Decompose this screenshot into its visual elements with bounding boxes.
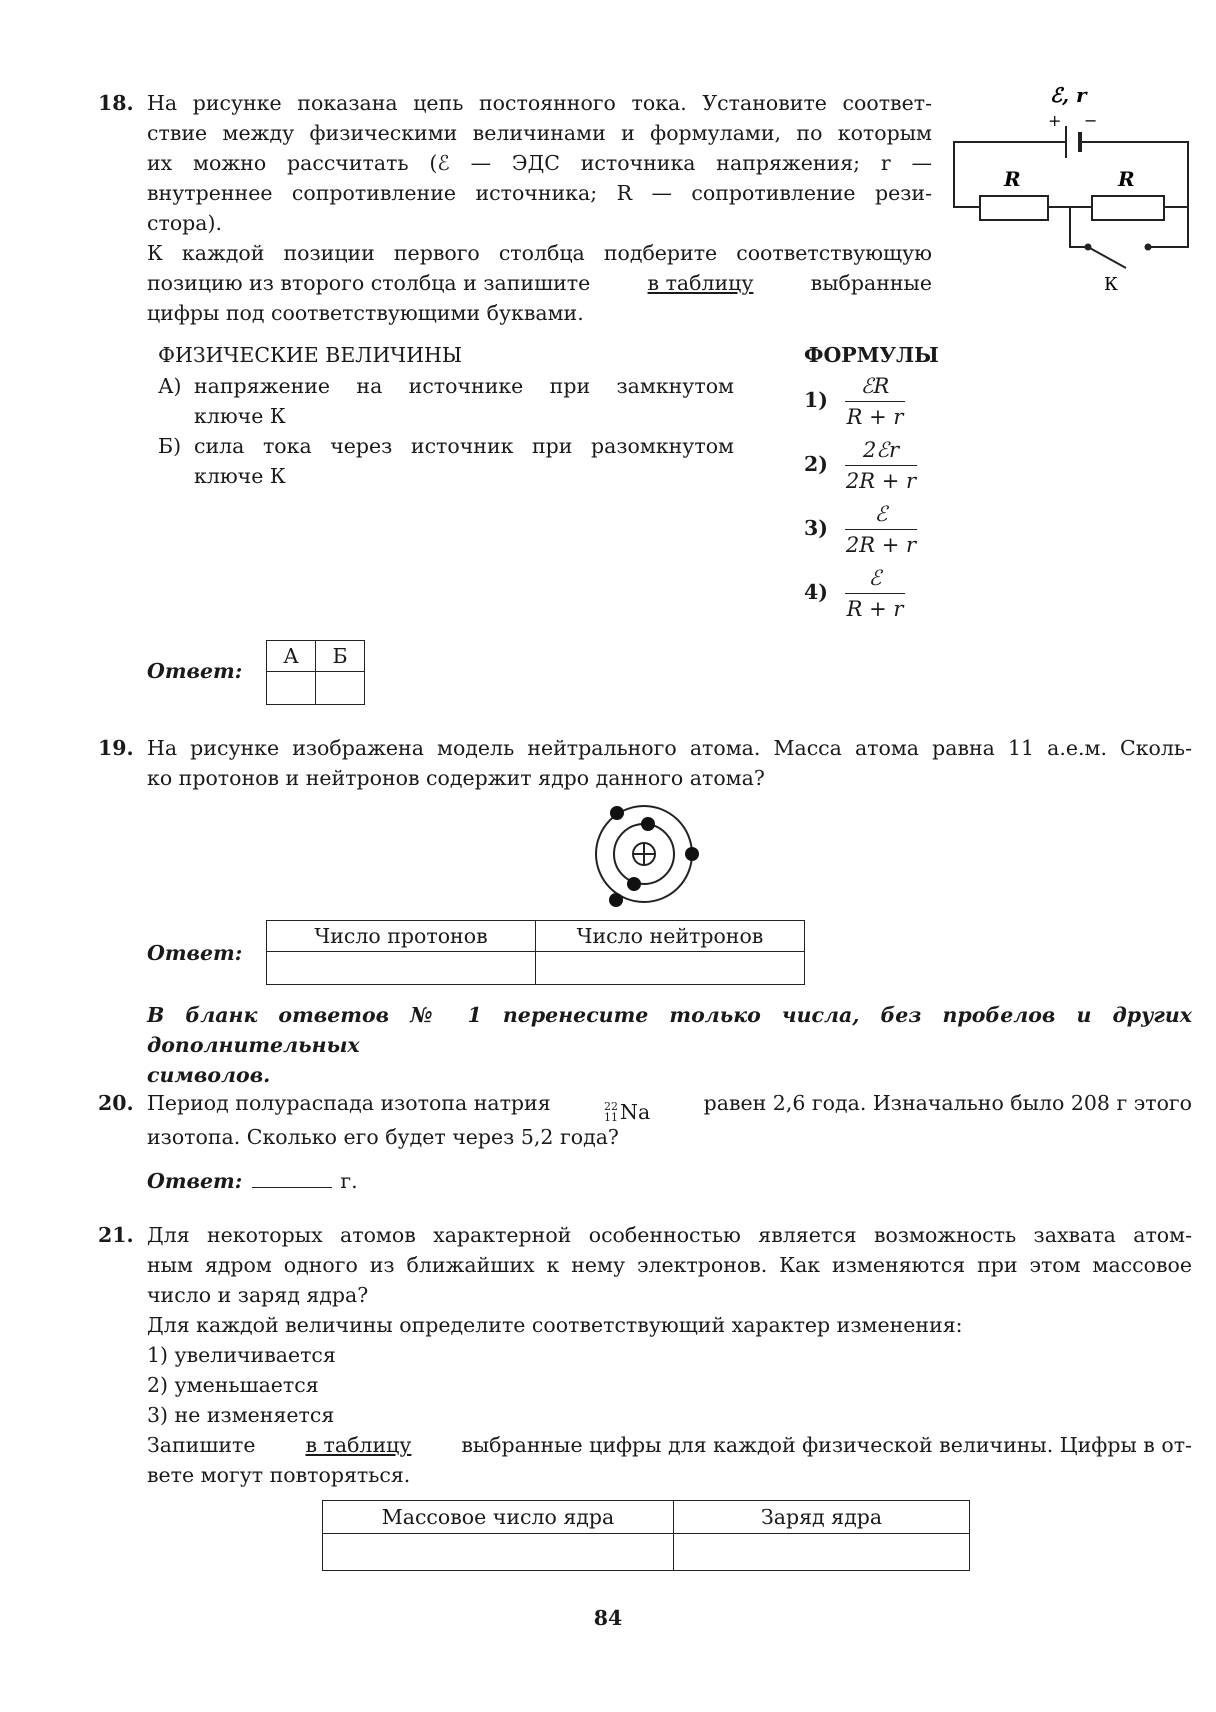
item-label: Б) bbox=[158, 434, 182, 458]
q18-line: внутреннее сопротивление источника; R — сопротивление рези- bbox=[147, 181, 932, 205]
q18-underlined-text: в таблицу bbox=[647, 271, 754, 295]
electron bbox=[627, 877, 641, 891]
q21-statement bbox=[147, 1220, 1192, 1490]
switch-contact bbox=[1085, 244, 1092, 251]
formula-3 bbox=[845, 500, 917, 559]
col2-header: ФОРМУЛЫ bbox=[804, 343, 939, 367]
formula-number: 1) bbox=[804, 388, 828, 412]
q19-answer-table bbox=[266, 920, 805, 985]
q18-instruction-text: выбранные bbox=[810, 271, 932, 295]
resistor-label: R bbox=[1118, 167, 1135, 191]
answer-cell-b[interactable] bbox=[316, 672, 365, 705]
denominator: 2R + r bbox=[845, 469, 917, 493]
answer-cell-charge[interactable] bbox=[674, 1534, 970, 1571]
option-item: 3) не изменяется bbox=[147, 1403, 335, 1427]
q21-number: 21. bbox=[98, 1223, 134, 1247]
q21-answer-table bbox=[322, 1500, 970, 1571]
q18-instruction-line bbox=[147, 268, 932, 298]
switch-contact bbox=[1145, 244, 1152, 251]
q21-line: Для каждой величины определите соответствующий характер изменения: bbox=[147, 1313, 963, 1337]
q20-text: равен 2,6 года. Изначально было 208 г этого bbox=[703, 1091, 1192, 1115]
note-line: символов. bbox=[147, 1063, 271, 1087]
numerator: ℰR bbox=[860, 374, 890, 398]
denominator: R + r bbox=[846, 597, 904, 621]
emf-label: ℰ, r bbox=[1050, 83, 1087, 107]
formula-1 bbox=[845, 372, 905, 431]
item-text: напряжение на источнике при замкнутом bbox=[194, 374, 734, 398]
atom-model bbox=[580, 796, 710, 912]
item-text: ключе К bbox=[194, 464, 286, 488]
q19-line: ко протонов и нейтронов содержит ядро данного атома? bbox=[147, 766, 765, 790]
answer-header: Число нейтронов bbox=[536, 921, 805, 952]
answer-cell-a[interactable] bbox=[267, 672, 316, 705]
answer-header: Заряд ядра bbox=[674, 1501, 970, 1534]
element-symbol: Na bbox=[620, 1100, 651, 1124]
item-text: ключе К bbox=[194, 404, 286, 428]
formula-number: 4) bbox=[804, 580, 828, 604]
option-item: 1) увеличивается bbox=[147, 1343, 336, 1367]
q21-line: вете могут повторяться. bbox=[147, 1463, 411, 1487]
q21-line: число и заряд ядра? bbox=[147, 1283, 369, 1307]
q20-answer bbox=[147, 1166, 358, 1196]
q21-text: Запишите bbox=[147, 1433, 256, 1457]
q18-instruction-line: цифры под соответствующими буквами. bbox=[147, 301, 584, 325]
denominator: 2R + r bbox=[845, 533, 917, 557]
q18-answer-label: Ответ: bbox=[147, 659, 243, 683]
q21-line bbox=[147, 1430, 1192, 1460]
option-item: 2) уменьшается bbox=[147, 1373, 319, 1397]
answer-cell-protons[interactable] bbox=[267, 952, 536, 985]
q18-line: На рисунке показана цепь постоянного тока. Установите соответ- bbox=[147, 91, 932, 115]
electron bbox=[609, 893, 623, 907]
q20-number: 20. bbox=[98, 1091, 134, 1115]
formula-number: 3) bbox=[804, 516, 828, 540]
formula-2 bbox=[845, 436, 917, 495]
numerator: ℰ bbox=[874, 502, 888, 526]
resistor-label: R bbox=[1004, 167, 1021, 191]
plus-sign: + bbox=[1048, 111, 1062, 130]
electron bbox=[641, 817, 655, 831]
q18-item-a bbox=[158, 371, 734, 431]
q18-line: стора). bbox=[147, 211, 223, 235]
answer-header: А bbox=[267, 641, 316, 672]
answer-header: Б bbox=[316, 641, 365, 672]
q19-answer-label: Ответ: bbox=[147, 941, 243, 965]
q19-number: 19. bbox=[98, 736, 134, 760]
q18-statement bbox=[147, 88, 932, 328]
q20-text: Период полураспада изотопа натрия bbox=[147, 1091, 551, 1115]
electron bbox=[685, 847, 699, 861]
numerator: ℰ bbox=[868, 566, 882, 590]
answer-blank[interactable] bbox=[252, 1167, 332, 1188]
electron bbox=[610, 806, 624, 820]
note-line: В бланк ответов № 1 перенесите только числа, без пробелов и других дополнительных bbox=[147, 1003, 1192, 1057]
col1-header: ФИЗИЧЕСКИЕ ВЕЛИЧИНЫ bbox=[158, 343, 463, 367]
q21-line: Для некоторых атомов характерной особенностью является возможность захвата атом- bbox=[147, 1223, 1192, 1247]
q20-answer-label: Ответ: bbox=[147, 1169, 243, 1193]
q18-line: их можно рассчитать (ℰ — ЭДС источника напряжения; r — bbox=[147, 151, 932, 175]
q18-instruction-text: позицию из второго столбца и запишите bbox=[147, 271, 591, 295]
q20-line: изотопа. Сколько его будет через 5,2 года? bbox=[147, 1125, 619, 1149]
charge-number: 11 bbox=[604, 1111, 619, 1124]
answer-cell-neutrons[interactable] bbox=[536, 952, 805, 985]
q18-instruction-line: К каждой позиции первого столбца подберите соответствующую bbox=[147, 241, 932, 265]
mass-number: 22 bbox=[604, 1100, 619, 1113]
q18-line: ствие между физическими величинами и формулами, по которым bbox=[147, 121, 932, 145]
minus-sign: − bbox=[1084, 111, 1098, 130]
q21-underlined-text: в таблицу bbox=[305, 1433, 412, 1457]
q21-line: ным ядром одного из ближайших к нему электронов. Как изменяются при этом массовое bbox=[147, 1253, 1192, 1277]
q18-item-b bbox=[158, 431, 734, 491]
q19-statement bbox=[147, 733, 1192, 793]
item-label: А) bbox=[158, 374, 182, 398]
q21-text: выбранные цифры для каждой физической величины. Цифры в от- bbox=[461, 1433, 1192, 1457]
answer-header: Массовое число ядра bbox=[323, 1501, 674, 1534]
q19-line: На рисунке изображена модель нейтрального атома. Масса атома равна 11 а.е.м. Сколь- bbox=[147, 736, 1192, 760]
q18-number: 18. bbox=[98, 91, 134, 115]
formula-4 bbox=[845, 564, 905, 623]
formula-number: 2) bbox=[804, 452, 828, 476]
answer-cell-mass-number[interactable] bbox=[323, 1534, 674, 1571]
answer-form-note bbox=[147, 1000, 1192, 1090]
key-label: К bbox=[1104, 274, 1118, 295]
circuit-diagram bbox=[948, 82, 1198, 302]
page-number: 84 bbox=[593, 1606, 623, 1630]
denominator: R + r bbox=[846, 405, 904, 429]
numerator: 2ℰr bbox=[862, 438, 900, 462]
answer-header: Число протонов bbox=[267, 921, 536, 952]
q18-answer-table bbox=[266, 640, 365, 705]
answer-unit: г. bbox=[340, 1169, 358, 1193]
item-text: сила тока через источник при разомкнутом bbox=[194, 434, 734, 458]
